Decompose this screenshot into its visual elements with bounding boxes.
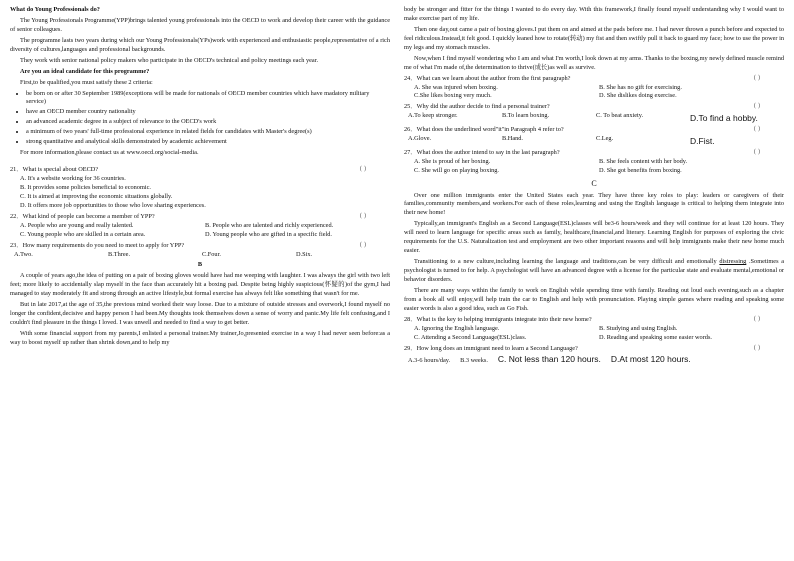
option: C. To beat anxiety. [596, 112, 644, 120]
answer-blank: （ ） [355, 241, 370, 249]
option: B.To learn boxing. [502, 112, 550, 120]
option: C. She will go on playing boxing. [414, 167, 500, 175]
question-28 [404, 316, 784, 325]
options [408, 135, 784, 147]
paragraph-text: .Sometimes a psychologist is turned to for help. A psychologist will have an advanced degree with a license for the particular state and evaluate mental,emotional or behavior disorders. [404, 258, 784, 283]
paragraph: A couple of years ago,the idea of putting on a pair of boxing gloves would have had me weeping with laughter. I was always the girl with two left feet; more likely to accidentally slap myself in the face than accurately hit a boxing pad. Despite being highly suspicious(怀疑的)of the gym,I had managed to stay moderately fit and strong through an active lifestyle,but formal exercise has always felt like something that wasn't for me. [10, 272, 390, 298]
options [414, 84, 784, 102]
answer-blank: （ ） [749, 149, 764, 157]
section-label-b: B [197, 261, 203, 269]
question-stem: 27．What does the author intend to say in the last paragraph? [404, 149, 560, 157]
question-21 [10, 166, 390, 175]
question-stem: 24．What can we learn about the author from the first paragraph? [404, 74, 571, 82]
underlined-word: distressing [719, 258, 747, 266]
paragraph: There are many ways within the family to work on English while spending time with family. Reading out loud each evening,such as a chapter from a book all will enjoy,will help train the car to English and help with pronunciation. Playing simple games where reading and speaking some easier words is also a good idea, such as Go Fish. [404, 286, 784, 312]
section-heading: Are you an ideal candidate for this programme? [20, 67, 150, 75]
option: B. Studying and using English. [599, 324, 678, 332]
option: A.To keep stronger. [408, 112, 458, 120]
option: A. Ignoring the English language. [414, 324, 500, 332]
paragraph [404, 258, 784, 285]
option: C. Not less than 120 hours. [497, 354, 601, 365]
question-23 [10, 242, 390, 251]
answer-blank: （ ） [355, 212, 370, 220]
option: A. It's a website working for 36 countries. [20, 175, 126, 182]
right-column [404, 6, 784, 561]
question-22 [10, 213, 390, 222]
question-29 [404, 345, 784, 354]
option: D. She dislikes doing exercise. [599, 92, 677, 100]
option: B.Three. [108, 250, 131, 258]
option: D. It offers more job opportunities to those who love sharing experiences. [20, 201, 206, 209]
section-heading: What do Young Professionals do? [10, 6, 100, 13]
list-item: • strong quantitative and analytical skills demonstrated by academic achievement [26, 138, 390, 147]
paragraph: They work with senior national policy makers who participate in the OECD's technical and policy meetings each year. [20, 56, 319, 64]
option: D. Reading and speaking some easier words. [599, 333, 712, 341]
option: D.At most 120 hours. [610, 354, 691, 365]
option: B.Hand. [502, 135, 523, 143]
question-stem: 26．What does the underlined word"it"in Paragraph 4 refer to? [404, 126, 564, 134]
paragraph: First,to be qualified,you must satisfy these 2 criteria: [20, 78, 153, 86]
answer-blank: （ ） [749, 126, 764, 134]
option: A. She is proud of her boxing. [414, 158, 491, 166]
option: C. It is aimed at improving the economic situations globally. [20, 192, 173, 200]
option: C. Attending a Second Language(ESL)class. [414, 333, 527, 341]
option: A.Two. [14, 250, 33, 258]
option: A.3-6 hours/day. [408, 357, 451, 365]
option: D.Fist. [690, 136, 715, 147]
paragraph: body be stronger and fitter for the things I wanted to do every day. With this framework,I finally found myself understanding why I would want to make exercise part of my life. [404, 6, 784, 22]
left-column [10, 6, 390, 561]
options [14, 251, 390, 260]
question-24 [404, 75, 784, 84]
option: B. It provides some policies beneficial to economic. [20, 183, 151, 191]
option: D. Young people who are gifted in a specific field. [205, 230, 332, 238]
option: C.Leg. [596, 135, 614, 143]
question-stem: 29．How long does an immigrant need to learn a Second Language? [404, 344, 578, 352]
option: C. Young people who are skilled in a certain area. [20, 230, 146, 238]
answer-blank: （ ） [749, 315, 764, 323]
options [414, 158, 784, 176]
answer-blank: （ ） [749, 74, 764, 82]
paragraph: For more information,please contact us at www.oecd.org/social-media. [20, 149, 199, 157]
option: B.3 weeks. [460, 357, 488, 365]
question-25 [404, 103, 784, 112]
options [408, 112, 784, 124]
options [414, 325, 784, 343]
paragraph: Then one day,out came a pair of boxing gloves.I put them on and aimed at the pads before me. I had never thrown a punch before and expected to feel ridiculous.Instead,it felt good. I quickly leaned how to rotate(转动) my fist and then swiftly pull it back to guard my face; how to use the power in my legs and my stomach muscles. [404, 25, 784, 51]
option: D. She got benefits from boxing. [599, 167, 682, 175]
option: C.She likes boxing very much. [414, 92, 492, 100]
question-stem: 25．Why did the author decide to find a personal trainer? [404, 103, 550, 111]
answer-blank: （ ） [749, 103, 764, 111]
paragraph: The programme lasts two years during which our Young Professionals(YPs)work with experienced and enthusiastic people,representative of a rich diversity of cultures,languages and professional backgrounds. [10, 36, 390, 53]
list-item: • an advanced academic degree in a subject of relevance to the OECD's work [26, 118, 390, 127]
option: A.Glove. [408, 135, 432, 143]
option: D.To find a hobby. [690, 113, 758, 124]
option: A. People who are young and really talented. [20, 221, 134, 229]
list-item: • have an OECD member country nationality [26, 108, 390, 117]
option: B. She feels content with her body. [599, 158, 688, 166]
paragraph: Typically,an immigrant's English as a Second Language(ESL)classes will be3-6 hours/week and they will continue for at least 120 hours. They will need to learn language for specific areas such as family, healthcare,financial,and literary. Learning English for purposes of exploring the civic requirements for the U.S. Naturalization test and employment are two other important reasons and will help immigrants make their new home much easier. [404, 220, 784, 255]
options [20, 222, 390, 240]
answer-blank: （ ） [355, 166, 370, 174]
question-stem: 21．What is special about OECD? [10, 166, 99, 174]
question-stem: 23．How many requirements do you need to meet to apply for YPP? [10, 241, 185, 249]
paragraph: The Young Professionals Programme(YPP)brings talented young professionals into the OECD to work and develop their career with the guidance of senior colleagues. [10, 16, 390, 33]
question-stem: 22．What kind of people can become a member of YPP? [10, 212, 155, 220]
paragraph: Over one million immigrants enter the United States each year. They have three key roles to play: leaders or caregivers of their families,community members,and workers.For each of these roles,learning and using the English language is critical to helping them integrate into their new home! [404, 191, 784, 217]
option: C.Four. [202, 250, 221, 258]
options [20, 175, 390, 211]
list-item: • a minimum of two years' full-time professional experience in related fields for candidates with Master's degree(s) [26, 128, 390, 137]
section-label-c: C [591, 179, 597, 189]
question-26 [404, 126, 784, 135]
list-item: • be born on or after 30 September 1989(exceptions will be made for nationals of OECD member countries which have madatory military service) [26, 90, 390, 108]
options [408, 353, 784, 366]
option: A. She was injured when boxing. [414, 83, 498, 91]
question-stem: 28．What is the key to helping immigrants integrate into their new home? [404, 315, 592, 323]
question-27 [404, 149, 784, 158]
paragraph: But in late 2017,at the age of 35,the previous mind worked their way loose. Due to a mixture of outside stresses and overwork,I found myself no longer the confident,decisive and happy person I had been.My thoughts took themselves down a sense of worry and panic.My life felt confusing,and I couldn't find pleasure in the things I loved. I was unwell and needed to find a way to get better. [10, 301, 390, 327]
paragraph-text: Transitioning to a new culture,including learning the language and traditions,can be very difficult and emotionally [414, 258, 720, 266]
option: B. She has no gift for exercising. [599, 83, 682, 91]
answer-blank: （ ） [749, 344, 764, 352]
option: B. People who are talented and richly experienced. [205, 221, 334, 229]
paragraph: With some financial support from my parents,I enlisted a personal trainer.My trainer,Jo,presented exercise in a way I had never seen before:as a way to boost myself up rather than shrink down,and to help my [10, 330, 390, 346]
criteria-list [10, 90, 390, 148]
option: D.Six. [296, 250, 313, 258]
paragraph: Now,when I find myself wondering who I am and what I'm worth,I look down at my arms. Thanks to the boxing,my newly defined muscle remind me of what I'm made of,the determination to thrive(成长)as well as survive. [404, 54, 784, 71]
